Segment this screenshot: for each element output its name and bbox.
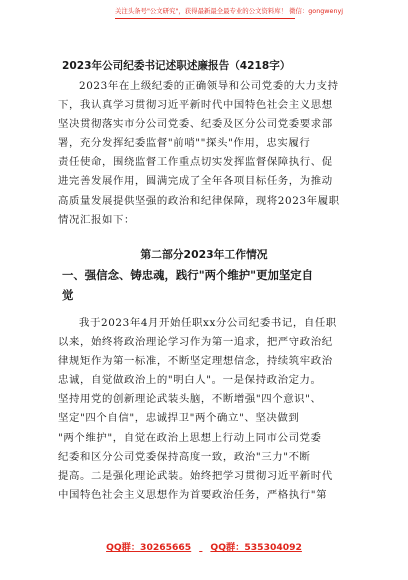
intro-line: 坚决贯彻落实市分公司党委、纪委及区分公司党委要求部 bbox=[58, 118, 333, 131]
document-title: 2023年公司纪委书记述职述廉报告（4218字） bbox=[62, 60, 291, 72]
body-line: 我于2023年4月开始任职xx分公司纪委书记，自任职 bbox=[79, 317, 337, 329]
body-line: 中国特色社会主义思想作为首要政治任务，严格执行"第 bbox=[58, 488, 328, 501]
section-heading: 第二部分2023年工作情况 bbox=[140, 248, 268, 261]
footer-qq-group-1: QQ群：30265665 bbox=[106, 542, 192, 553]
body-line: 以来，始终将政治理论学习作为第一追求，把严守政治纪 bbox=[58, 336, 333, 349]
top-promo-banner: 关注头条号"公文研究"，获得最新最全最专业的公文资料库！ 微信：gongwenyj bbox=[115, 6, 295, 19]
intro-line: 2023年在上级纪委的正确领导和公司党委的大力支持 bbox=[79, 80, 339, 92]
body-line: 坚定"四个自信"，忠诚捍卫"两个确立"、坚决做到 bbox=[58, 412, 300, 425]
footer-contact bbox=[0, 539, 408, 553]
sub-heading-line: 觉 bbox=[62, 288, 74, 302]
body-paragraph bbox=[58, 314, 350, 505]
sub-heading bbox=[62, 265, 352, 305]
body-line: 律规矩作为第一标准，不断坚定理想信念，持续筑牢政治 bbox=[58, 355, 333, 368]
footer-qq-group-2: QQ群：535304092 bbox=[210, 542, 302, 553]
intro-paragraph bbox=[58, 77, 350, 230]
intro-line: 进完善发展作用，圆满完成了全年各项目标任务，为推动 bbox=[58, 175, 333, 188]
body-line: "两个维护"，自觉在政治上思想上行动上同市公司党委 bbox=[58, 431, 322, 444]
body-line: 提高。二是强化理论武装。始终把学习贯彻习近平新时代 bbox=[58, 469, 333, 482]
intro-line: 高质量发展提供坚强的政治和纪律保障，现将2023年履职 bbox=[58, 194, 340, 207]
body-line: 纪委和区分公司党委保持高度一致，政治"三力"不断 bbox=[58, 450, 311, 463]
intro-line: 下，我认真学习贯彻习近平新时代中国特色社会主义思想 bbox=[58, 99, 333, 112]
intro-line: 责任使命，围绕监督工作重点切实发挥监督保障执行、促 bbox=[58, 156, 333, 169]
body-line: 忠诚，自觉做政治上的"明白人"。一是保持政治定力。 bbox=[58, 374, 322, 387]
intro-line: 署，充分发挥纪委监督"前哨""探头"作用，忠实履行 bbox=[58, 137, 311, 150]
intro-line: 情况汇报如下： bbox=[58, 213, 135, 226]
body-line: 坚持用党的创新理论武装头脑，不断增强"四个意识"、 bbox=[58, 393, 322, 406]
sub-heading-line: 一、强信念、铸忠魂，践行"两个维护"更加坚定自 bbox=[62, 268, 314, 282]
